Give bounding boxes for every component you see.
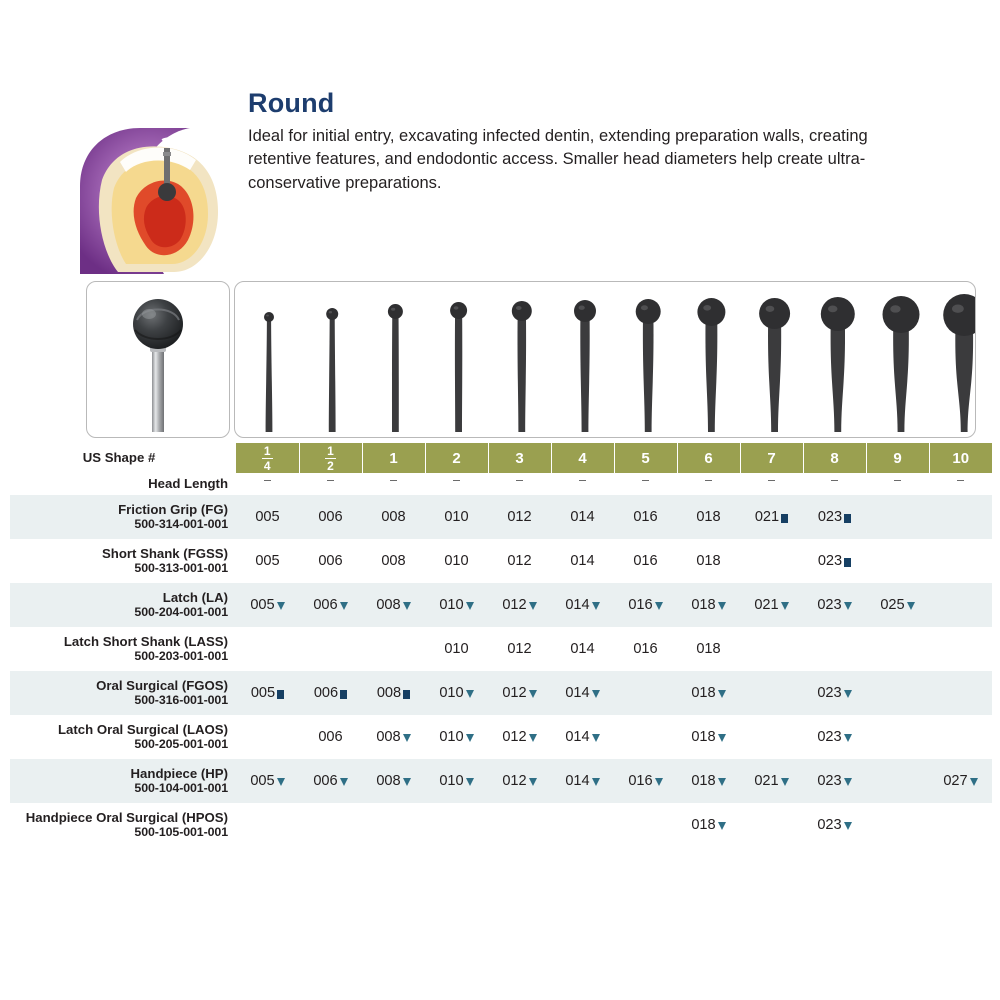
sample-bur-box <box>86 281 230 438</box>
row-label-name: Latch Short Shank (LASS) <box>63 633 228 649</box>
us-shape-label: US Shape # <box>82 450 156 466</box>
head-length-mark <box>425 473 488 495</box>
size-cell <box>677 671 740 715</box>
size-cell <box>866 539 929 583</box>
head-length-mark <box>677 473 740 495</box>
size-cell <box>299 715 362 759</box>
size-cell <box>614 495 677 539</box>
size-cell <box>803 803 866 847</box>
size-value: 010 <box>444 553 469 569</box>
size-value: 021 <box>754 597 779 613</box>
table-row <box>10 671 992 715</box>
size-cell <box>488 803 551 847</box>
head-length-row <box>10 473 992 495</box>
row-label <box>10 671 236 715</box>
bur-size-table <box>10 443 992 847</box>
table-row <box>10 495 992 539</box>
size-value: 005 <box>250 773 275 789</box>
triangle-marker-icon <box>592 690 600 698</box>
size-cell <box>803 671 866 715</box>
size-value: 006 <box>318 553 343 569</box>
table-row <box>10 539 992 583</box>
triangle-marker-icon <box>466 690 474 698</box>
size-cell <box>740 803 803 847</box>
size-cell <box>677 495 740 539</box>
size-value: 005 <box>255 553 280 569</box>
size-value: 008 <box>381 509 406 525</box>
size-cell <box>299 583 362 627</box>
triangle-marker-icon <box>529 602 537 610</box>
table-row <box>10 627 992 671</box>
size-cell <box>803 715 866 759</box>
square-marker-icon <box>844 514 851 523</box>
bur-row-graphic <box>235 282 975 437</box>
triangle-marker-icon <box>529 690 537 698</box>
triangle-marker-icon <box>844 602 852 610</box>
size-value: 005 <box>250 685 276 701</box>
square-marker-icon <box>781 514 788 523</box>
size-cell <box>614 671 677 715</box>
size-cell <box>866 671 929 715</box>
size-cell <box>929 495 992 539</box>
triangle-marker-icon <box>592 778 600 786</box>
size-cell <box>866 495 929 539</box>
size-value: 006 <box>313 685 339 701</box>
size-value: 005 <box>250 597 275 613</box>
size-value: 016 <box>633 641 658 657</box>
triangle-marker-icon <box>844 734 852 742</box>
size-cell <box>362 759 425 803</box>
size-cell <box>803 495 866 539</box>
square-marker-icon <box>340 690 347 699</box>
size-value: 023 <box>817 817 842 833</box>
size-value: 023 <box>817 729 842 745</box>
size-value: 006 <box>318 729 343 745</box>
shape-number-cell: 10 <box>929 443 992 473</box>
size-cell <box>740 671 803 715</box>
row-label <box>10 583 236 627</box>
size-cell <box>677 583 740 627</box>
header-text <box>248 88 878 195</box>
table-row <box>10 583 992 627</box>
triangle-marker-icon <box>970 778 978 786</box>
size-value: 016 <box>628 773 653 789</box>
size-cell <box>740 759 803 803</box>
triangle-marker-icon <box>466 778 474 786</box>
size-value: 023 <box>817 597 842 613</box>
head-length-label: Head Length <box>148 476 228 492</box>
tooth-illustration <box>78 126 228 274</box>
size-value: 012 <box>502 773 527 789</box>
size-value: 018 <box>696 641 721 657</box>
size-value: 005 <box>255 509 280 525</box>
triangle-marker-icon <box>718 822 726 830</box>
bur-illustration <box>574 300 596 432</box>
size-cell <box>803 759 866 803</box>
size-table <box>0 443 1000 847</box>
square-marker-icon <box>403 690 410 699</box>
size-cell <box>299 803 362 847</box>
size-value: 012 <box>507 509 532 525</box>
bur-size-row <box>234 281 976 438</box>
size-value: 010 <box>439 597 464 613</box>
shape-number-cell: 6 <box>677 443 740 473</box>
size-value: 018 <box>696 553 721 569</box>
size-value: 023 <box>817 773 842 789</box>
head-length-mark <box>929 473 992 495</box>
shape-number-cell: 4 <box>551 443 614 473</box>
row-label-code: 500-204-001-001 <box>134 605 228 620</box>
size-cell <box>362 495 425 539</box>
row-label-name: Oral Surgical (FGOS) <box>96 677 228 693</box>
triangle-marker-icon <box>844 778 852 786</box>
size-value: 010 <box>439 685 464 701</box>
size-value: 014 <box>570 509 595 525</box>
triangle-marker-icon <box>718 778 726 786</box>
size-value: 014 <box>565 773 590 789</box>
row-label-code: 500-105-001-001 <box>134 825 228 840</box>
size-value: 006 <box>318 509 343 525</box>
size-cell <box>362 539 425 583</box>
size-cell <box>551 495 614 539</box>
row-label-code: 500-316-001-001 <box>134 693 228 708</box>
size-value: 014 <box>565 597 590 613</box>
size-cell <box>362 627 425 671</box>
size-value: 021 <box>754 773 779 789</box>
bur-illustration <box>450 302 467 432</box>
size-cell <box>929 803 992 847</box>
row-label <box>10 803 236 847</box>
size-value: 012 <box>502 685 527 701</box>
size-cell <box>362 715 425 759</box>
triangle-marker-icon <box>655 778 663 786</box>
size-cell <box>803 627 866 671</box>
size-value: 016 <box>633 553 658 569</box>
shape-number-cell: $\frac{1}{2}$ <box>299 443 362 473</box>
shape-number-cell: 7 <box>740 443 803 473</box>
size-value: 023 <box>817 685 842 701</box>
size-cell <box>488 671 551 715</box>
square-marker-icon <box>277 690 284 699</box>
triangle-marker-icon <box>592 602 600 610</box>
triangle-marker-icon <box>529 778 537 786</box>
head-length-mark <box>614 473 677 495</box>
size-cell <box>677 715 740 759</box>
size-cell <box>299 627 362 671</box>
size-cell <box>614 583 677 627</box>
row-label-name: Short Shank (FGSS) <box>101 545 228 561</box>
page-description: Ideal for initial entry, excavating infected dentin, extending preparation walls, creating retentive features, and endodontic access. Smaller head diameters help create ultra-conservative preparations. <box>248 127 868 192</box>
bur-illustration <box>943 294 975 432</box>
table-body <box>10 443 992 847</box>
triangle-marker-icon <box>781 602 789 610</box>
row-label <box>10 539 236 583</box>
triangle-marker-icon <box>655 602 663 610</box>
size-cell <box>866 583 929 627</box>
row-label-code: 500-104-001-001 <box>134 781 228 796</box>
triangle-marker-icon <box>718 734 726 742</box>
size-cell <box>488 539 551 583</box>
size-cell <box>866 759 929 803</box>
size-cell <box>803 583 866 627</box>
shape-number-cell: 1 <box>362 443 425 473</box>
size-value: 012 <box>502 597 527 613</box>
head-length-mark <box>740 473 803 495</box>
size-cell <box>236 803 299 847</box>
size-cell <box>299 495 362 539</box>
bur-illustration <box>883 296 920 432</box>
row-label-name: Handpiece Oral Surgical (HPOS) <box>25 809 228 825</box>
size-cell <box>236 539 299 583</box>
row-label-name: Latch Oral Surgical (LAOS) <box>57 721 228 737</box>
size-value: 012 <box>507 553 532 569</box>
size-cell <box>866 627 929 671</box>
size-value: 010 <box>439 729 464 745</box>
bur-illustration <box>326 308 338 432</box>
head-length-mark <box>299 473 362 495</box>
size-value: 027 <box>943 773 968 789</box>
head-length-mark <box>866 473 929 495</box>
size-cell <box>929 627 992 671</box>
size-value: 008 <box>376 729 401 745</box>
size-value: 016 <box>628 597 653 613</box>
triangle-marker-icon <box>844 690 852 698</box>
size-cell <box>551 583 614 627</box>
bur-illustration <box>512 301 532 432</box>
row-label-name: Friction Grip (FG) <box>118 501 228 517</box>
size-cell <box>740 539 803 583</box>
size-value: 008 <box>376 773 401 789</box>
triangle-marker-icon <box>277 602 285 610</box>
row-label-code: 500-314-001-001 <box>134 517 228 532</box>
size-value: 012 <box>507 641 532 657</box>
sample-bur-image <box>87 282 229 437</box>
row-label <box>10 627 236 671</box>
page-title: Round <box>248 88 335 118</box>
size-cell <box>614 715 677 759</box>
head-length-mark <box>488 473 551 495</box>
size-value: 008 <box>381 553 406 569</box>
size-value: 006 <box>313 773 338 789</box>
size-cell <box>488 495 551 539</box>
row-label-code: 500-203-001-001 <box>134 649 228 664</box>
bur-illustration <box>636 299 661 432</box>
row-label-code: 500-205-001-001 <box>134 737 228 752</box>
size-cell <box>425 583 488 627</box>
triangle-marker-icon <box>718 602 726 610</box>
size-cell <box>740 627 803 671</box>
size-cell <box>929 715 992 759</box>
size-cell <box>488 715 551 759</box>
size-cell <box>551 715 614 759</box>
size-cell <box>236 627 299 671</box>
size-cell <box>299 759 362 803</box>
size-cell <box>488 583 551 627</box>
size-cell <box>614 803 677 847</box>
size-value: 014 <box>565 685 590 701</box>
size-cell <box>929 671 992 715</box>
size-cell <box>740 583 803 627</box>
size-cell <box>866 803 929 847</box>
table-row <box>10 803 992 847</box>
size-cell <box>551 671 614 715</box>
size-value: 010 <box>444 509 469 525</box>
size-cell <box>425 495 488 539</box>
bur-illustration <box>821 297 855 432</box>
size-cell <box>425 627 488 671</box>
size-cell <box>425 715 488 759</box>
size-cell <box>614 759 677 803</box>
size-value: 018 <box>691 685 716 701</box>
row-label-name: Handpiece (HP) <box>130 765 228 781</box>
triangle-marker-icon <box>781 778 789 786</box>
triangle-marker-icon <box>340 602 348 610</box>
size-value: 023 <box>817 553 843 569</box>
size-value: 006 <box>313 597 338 613</box>
size-value: 025 <box>880 597 905 613</box>
triangle-marker-icon <box>403 778 411 786</box>
size-cell <box>677 539 740 583</box>
row-label-code: 500-313-001-001 <box>134 561 228 576</box>
triangle-marker-icon <box>466 602 474 610</box>
row-label <box>10 759 236 803</box>
size-cell <box>425 539 488 583</box>
size-cell <box>362 803 425 847</box>
shape-number-cell: 9 <box>866 443 929 473</box>
row-label-name: Latch (LA) <box>162 589 228 605</box>
size-value: 014 <box>565 729 590 745</box>
size-cell <box>677 803 740 847</box>
size-cell <box>614 539 677 583</box>
size-cell <box>677 627 740 671</box>
size-cell <box>740 495 803 539</box>
shape-number-cell: 2 <box>425 443 488 473</box>
shape-number-cell: $\frac{1}{4}$ <box>236 443 299 473</box>
size-value: 010 <box>439 773 464 789</box>
head-length-mark <box>236 473 299 495</box>
triangle-marker-icon <box>844 822 852 830</box>
size-value: 008 <box>376 597 401 613</box>
size-value: 021 <box>754 509 780 525</box>
size-cell <box>236 495 299 539</box>
triangle-marker-icon <box>529 734 537 742</box>
size-cell <box>551 627 614 671</box>
size-value: 023 <box>817 509 843 525</box>
size-value: 010 <box>444 641 469 657</box>
bur-illustration <box>697 298 725 432</box>
shape-number-cell: 8 <box>803 443 866 473</box>
size-cell <box>362 671 425 715</box>
triangle-marker-icon <box>592 734 600 742</box>
triangle-marker-icon <box>403 602 411 610</box>
size-cell <box>425 671 488 715</box>
head-length-mark <box>551 473 614 495</box>
size-cell <box>929 583 992 627</box>
size-cell <box>299 671 362 715</box>
triangle-marker-icon <box>277 778 285 786</box>
size-cell <box>929 539 992 583</box>
size-cell <box>236 759 299 803</box>
bur-illustration <box>388 304 403 432</box>
bur-illustration <box>759 298 790 432</box>
row-label <box>10 715 236 759</box>
triangle-marker-icon <box>403 734 411 742</box>
size-cell <box>551 803 614 847</box>
head-length-mark <box>803 473 866 495</box>
size-cell <box>614 627 677 671</box>
size-cell <box>299 539 362 583</box>
size-value: 018 <box>691 817 716 833</box>
shape-number-cell: 5 <box>614 443 677 473</box>
size-cell <box>866 715 929 759</box>
shape-number-row <box>10 443 992 473</box>
triangle-marker-icon <box>340 778 348 786</box>
size-value: 016 <box>633 509 658 525</box>
triangle-marker-icon <box>718 690 726 698</box>
size-cell <box>236 671 299 715</box>
table-row <box>10 715 992 759</box>
table-row <box>10 759 992 803</box>
size-value: 018 <box>691 597 716 613</box>
head-length-mark <box>362 473 425 495</box>
size-cell <box>425 803 488 847</box>
size-value: 018 <box>691 773 716 789</box>
size-cell <box>488 627 551 671</box>
size-value: 014 <box>570 641 595 657</box>
size-cell <box>236 583 299 627</box>
square-marker-icon <box>844 558 851 567</box>
size-value: 008 <box>376 685 402 701</box>
row-label <box>10 495 236 539</box>
size-cell <box>929 759 992 803</box>
size-cell <box>551 759 614 803</box>
size-cell <box>803 539 866 583</box>
size-value: 018 <box>691 729 716 745</box>
triangle-marker-icon <box>466 734 474 742</box>
triangle-marker-icon <box>907 602 915 610</box>
size-value: 014 <box>570 553 595 569</box>
bur-illustration <box>264 312 274 432</box>
size-cell <box>236 715 299 759</box>
size-value: 012 <box>502 729 527 745</box>
size-cell <box>362 583 425 627</box>
size-cell <box>551 539 614 583</box>
shape-number-cell: 3 <box>488 443 551 473</box>
size-cell <box>677 759 740 803</box>
size-cell <box>740 715 803 759</box>
size-cell <box>425 759 488 803</box>
size-cell <box>488 759 551 803</box>
size-value: 018 <box>696 509 721 525</box>
